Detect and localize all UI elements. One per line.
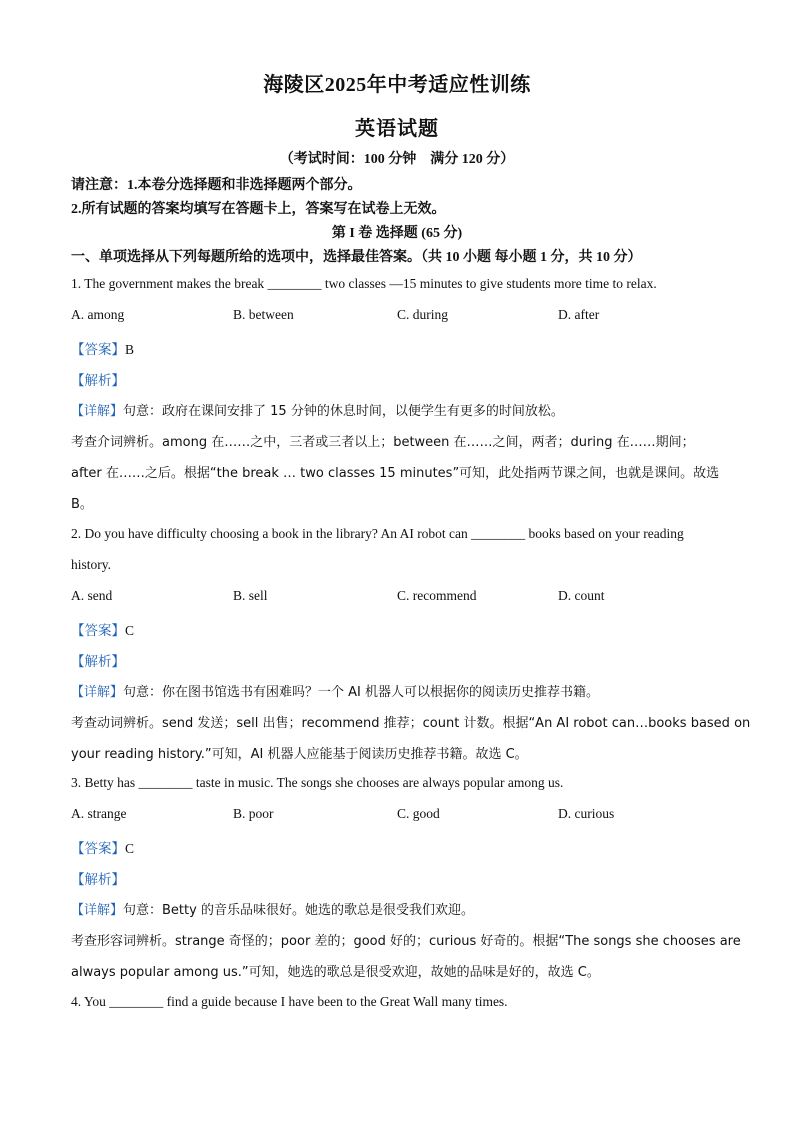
detail-text: 句意：Betty 的音乐品味很好。她选的歌总是很受我们欢迎。 (123, 903, 474, 918)
answer-line (71, 338, 723, 358)
answer-tag: 【答案】 (71, 623, 125, 638)
detail-tag: 【详解】 (71, 903, 124, 918)
answer-tag: 【答案】 (71, 841, 125, 856)
analysis-line (71, 650, 723, 670)
detail-text: 句意：政府在课间安排了 15 分钟的休息时间，以便学生有更多的时间放松。 (123, 404, 564, 419)
question-stem: 2. Do you have difficulty choosing a book in the library? An AI robot can ________ books based on your reading (71, 526, 684, 541)
detail-text: B。 (71, 497, 93, 512)
question-stem: 1. The government makes the break ________ two classes —15 minutes to give students more time to relax. (71, 276, 657, 291)
section-title: 第 I 卷 选择题 (65 分) (331, 226, 463, 241)
notice-line-2: 2.所有试题的答案均填写在答题卡上，答案写在试卷上无效。 (71, 202, 446, 217)
detail-text: 考查介词辨析。among 在……之中，三者或三者以上；between 在……之间，两者；during 在……期间； (71, 435, 695, 450)
notice-line-1: 请注意：1.本卷分选择题和非选择题两个部分。 (71, 178, 362, 193)
detail-text: 考查形容词辨析。strange 奇怪的；poor 差的；good 好的；curious 好奇的。根据“The songs she chooses are (71, 934, 741, 949)
detail-text: 句意：你在图书馆选书有困难吗？一个 AI 机器人可以根据你的阅读历史推荐书籍。 (123, 685, 600, 700)
analysis-tag: 【解析】 (71, 654, 125, 669)
answer-value: B (125, 342, 135, 357)
option-d: D. curious (558, 806, 615, 821)
page-subtitle: 英语试题 (355, 118, 439, 140)
analysis-tag: 【解析】 (71, 872, 125, 887)
analysis-tag: 【解析】 (71, 373, 125, 388)
detail-text: always popular among us.”可知，她选的歌总是很受欢迎，故她的品味是好的，故选 C。 (71, 965, 600, 980)
analysis-line (71, 369, 723, 389)
section-instruction: 一、单项选择从下列每题所给的选项中，选择最佳答案。（共 10 小题 每小题 1 分，共 10 分） (71, 250, 642, 265)
detail-line (71, 681, 723, 700)
option-a: A. send (71, 588, 113, 603)
detail-tag: 【详解】 (71, 404, 124, 419)
question-stem: 4. You ________ find a guide because I have been to the Great Wall many times. (71, 994, 508, 1009)
option-b: B. poor (233, 806, 274, 821)
detail-tag: 【详解】 (71, 685, 124, 700)
answer-line (71, 619, 723, 639)
answer-tag: 【答案】 (71, 342, 125, 357)
option-b: B. between (233, 307, 294, 322)
question-stem: 3. Betty has ________ taste in music. The songs she chooses are always popular among us. (71, 775, 564, 790)
detail-text: 考查动词辨析。send 发送；sell 出售；recommend 推荐；count 计数。根据“An AI robot can…books based on (71, 716, 751, 731)
question-stem: history. (71, 557, 111, 572)
option-a: A. among (71, 307, 125, 322)
answer-value: C (125, 841, 135, 856)
analysis-line (71, 868, 723, 888)
option-c: C. good (397, 806, 440, 821)
option-d: D. count (558, 588, 605, 603)
detail-line (71, 899, 723, 918)
exam-info: （考试时间：100 分钟 满分 120 分） (279, 152, 515, 167)
answer-line (71, 837, 723, 857)
option-b: B. sell (233, 588, 268, 603)
detail-text: your reading history.”可知，AI 机器人应能基于阅读历史推荐书籍。故选 C。 (71, 747, 528, 762)
option-d: D. after (558, 307, 600, 322)
option-a: A. strange (71, 806, 127, 821)
answer-value: C (125, 623, 135, 638)
option-c: C. during (397, 307, 449, 322)
option-c: C. recommend (397, 588, 477, 603)
detail-line (71, 400, 723, 419)
detail-text: after 在……之后。根据“the break … two classes 15 minutes”可知，此处指两节课之间，也就是课间。故选 (71, 466, 720, 481)
page-title: 海陵区2025年中考适应性训练 (263, 74, 531, 96)
